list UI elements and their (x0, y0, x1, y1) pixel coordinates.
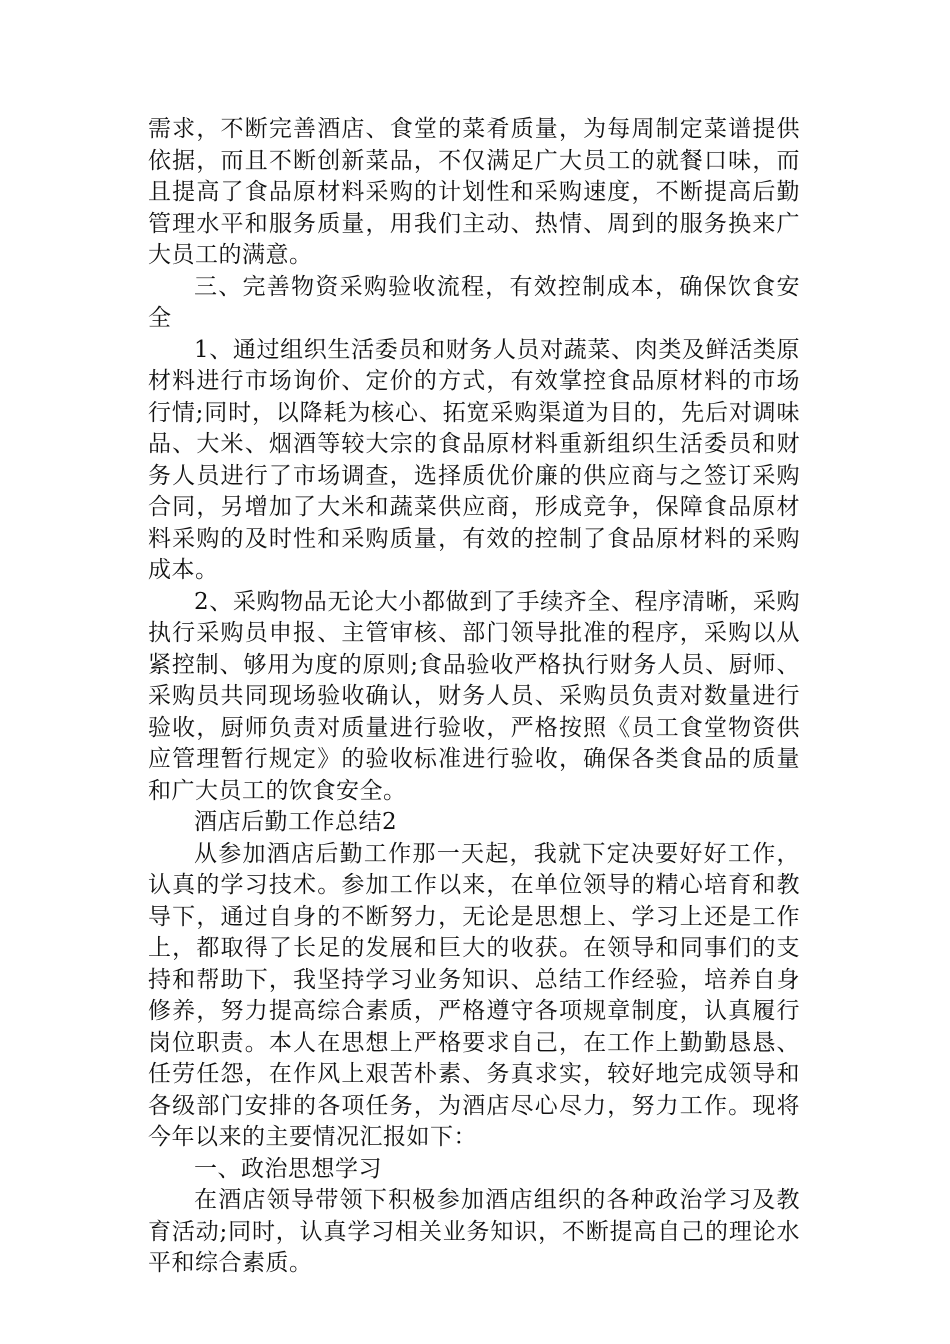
section-heading-procurement: 三、完善物资采购验收流程，有效控制成本，确保饮食安全 (148, 273, 800, 331)
paragraph-procurement-item-1: 1、通过组织生活委员和财务人员对蔬菜、肉类及鲜活类原材料进行市场询价、定价的方式，有效掌控食品原材料的市场行情;同时，以降耗为核心、拓宽采购渠道为目的，先后对调味品、大米、烟酒等较大宗的食品原材料重新组织生活委员和财务人员进行了市场调查，选择质优价廉的供应商与之签订采购合同，另增加了大米和蔬菜供应商，形成竞争，保障食品原材料采购的及时性和采购质量，有效的控制了食品原材料的采购成本。 (148, 336, 800, 583)
section-heading-political-study: 一、政治思想学习 (194, 1155, 382, 1182)
paragraph-procurement-item-2: 2、采购物品无论大小都做到了手续齐全、程序清晰，采购执行采购员申报、主管审核、部门领导批准的程序，采购以从紧控制、够用为度的原则;食品验收严格执行财务人员、厨师、采购员共同现场验收确认，财务人员、采购员负责对数量进行验收，厨师负责对质量进行验收，严格按照《员工食堂物资供应管理暂行规定》的验收标准进行验收，确保各类食品的质量和广大员工的饮食安全。 (148, 588, 800, 804)
document-body (148, 114, 800, 1280)
paragraph-menu-quality: 需求，不断完善酒店、食堂的菜肴质量，为每周制定菜谱提供依据，而且不断创新菜品，不仅满足广大员工的就餐口味，而且提高了食品原材料采购的计划性和采购速度，不断提高后勤管理水平和服务质量，用我们主动、热情、周到的服务换来广大员工的满意。 (148, 116, 800, 268)
paragraph-political-study: 在酒店领导带领下积极参加酒店组织的各种政治学习及教育活动;同时，认真学习相关业务知识，不断提高自己的理论水平和综合素质。 (148, 1187, 800, 1276)
paragraph-work-summary: 从参加酒店后勤工作那一天起，我就下定决要好好工作，认真的学习技术。参加工作以来，在单位领导的精心培育和教导下，通过自身的不断努力，无论是思想上、学习上还是工作上，都取得了长足的发展和巨大的收获。在领导和同事们的支持和帮助下，我坚持学习业务知识、总结工作经验，培养自身修养，努力提高综合素质，严格遵守各项规章制度，认真履行岗位职责。本人在思想上严格要求自己，在工作上勤勤恳恳、任劳任怨，在作风上艰苦朴素、务真求实，较好地完成领导和各级部门安排的各项任务，为酒店尽心尽力，努力工作。现将今年以来的主要情况汇报如下： (148, 840, 800, 1150)
document-subtitle: 酒店后勤工作总结2 (194, 809, 398, 835)
